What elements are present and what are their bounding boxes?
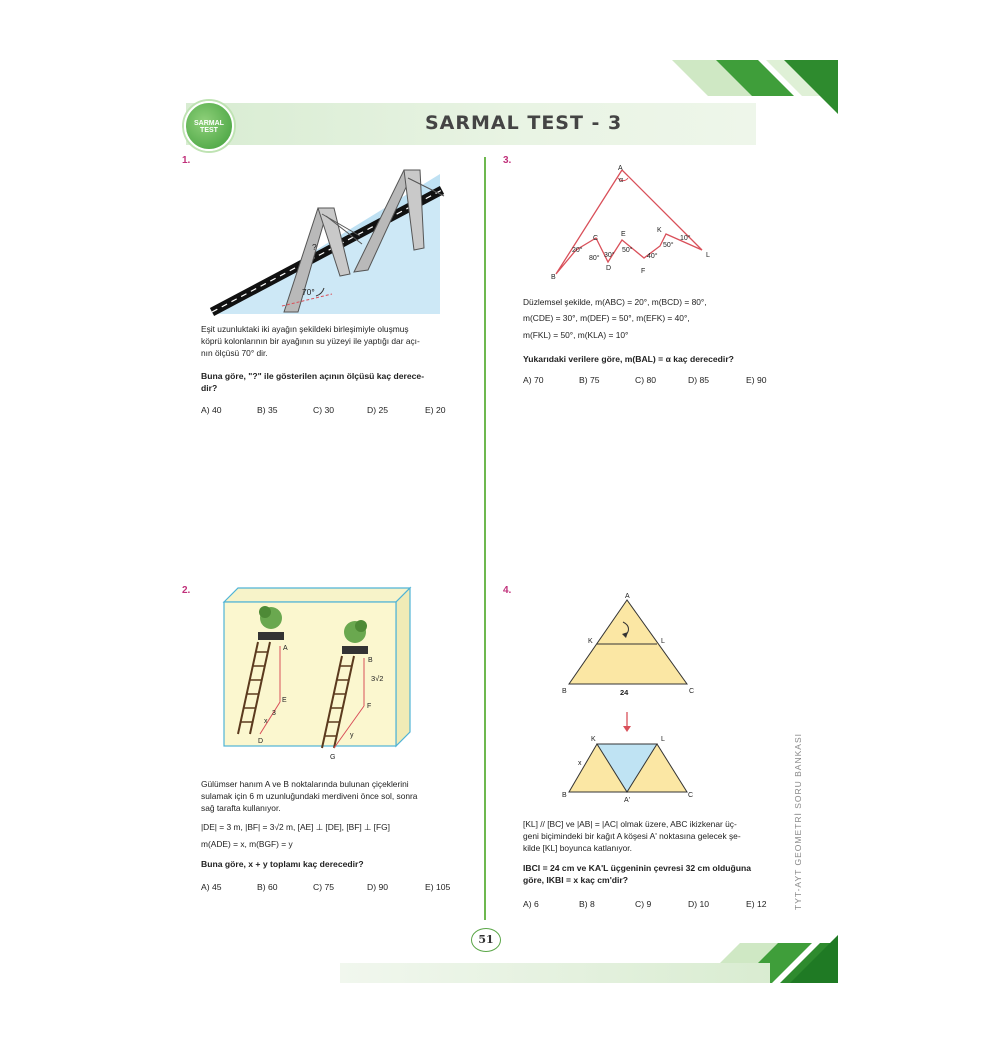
q4-label-K2: K — [591, 736, 596, 743]
q4-choices — [523, 899, 767, 909]
q2-text-line-2: sulamak için 6 m uzunluğundaki merdiveni önce sol, sonra — [201, 791, 418, 801]
q2-choice-c[interactable]: C) 75 — [313, 882, 335, 892]
q3-label-D: D — [606, 265, 612, 272]
page-number: 51 — [471, 928, 501, 952]
q3-angle-50a: 50° — [622, 247, 633, 254]
q4-choice-a[interactable]: A) 6 — [523, 899, 539, 909]
q2-label-A: A — [283, 645, 288, 652]
q2-label-x: x — [264, 718, 268, 725]
q3-label-F: F — [641, 268, 646, 275]
q3-ask-line-1: Yukarıdaki verilere göre, m(BAL) = α kaç derecedir? — [523, 354, 734, 364]
q3-choice-d[interactable]: D) 85 — [688, 375, 710, 385]
q2-ask-line-1: Buna göre, x + y toplamı kaç derecedir? — [201, 859, 364, 869]
q4-choice-b[interactable]: B) 8 — [579, 899, 595, 909]
q4-label-L: L — [661, 638, 665, 645]
page-title: SARMAL TEST - 3 — [425, 112, 623, 134]
q3-text-line-2: m(CDE) = 30°, m(DEF) = 50°, m(EFK) = 40°, — [523, 313, 690, 323]
q4-choice-d[interactable]: D) 10 — [688, 899, 710, 909]
q4-label-B: B — [562, 688, 567, 695]
q3-text-line-3: m(FKL) = 50°, m(KLA) = 10° — [523, 330, 629, 340]
q4-text-line-3: kilde [KL] boyunca katlanıyor. — [523, 843, 632, 853]
q4-choice-c[interactable]: C) 9 — [635, 899, 652, 909]
q3-polygon-figure — [552, 162, 752, 282]
q3-angle-20: 20° — [572, 247, 583, 254]
q2-choice-e[interactable]: E) 105 — [425, 882, 451, 892]
q3-label-alpha: α — [619, 177, 624, 184]
q1-text-line-3: nın ölçüsü 70° dir. — [201, 348, 268, 358]
q2-text-line-3: sağ tarafta kullanıyor. — [201, 803, 281, 813]
q1-number: 1. — [182, 155, 191, 166]
q3-label-E: E — [621, 231, 626, 238]
q3-choices — [523, 375, 767, 385]
q1-bridge-figure — [212, 166, 452, 316]
q4-choice-e[interactable]: E) 12 — [746, 899, 767, 909]
q4-label-C: C — [689, 688, 695, 695]
q2-label-D: D — [258, 738, 264, 745]
q2-ladder-figure — [224, 586, 424, 766]
q2-choice-b[interactable]: B) 60 — [257, 882, 278, 892]
bottom-band — [340, 963, 770, 983]
q3-number: 3. — [503, 155, 512, 166]
q1-ask-line-1: Buna göre, "?" ile gösterilen açının ölçüsü kaç derece- — [201, 371, 425, 381]
q2-label-E: E — [282, 697, 287, 704]
q3-choice-b[interactable]: B) 75 — [579, 375, 600, 385]
q3-angle-50b: 50° — [663, 242, 674, 249]
q3-choice-c[interactable]: C) 80 — [635, 375, 657, 385]
q3-label-L: L — [706, 252, 710, 259]
q3-choice-e[interactable]: E) 90 — [746, 375, 767, 385]
q1-choice-b[interactable]: B) 35 — [257, 405, 278, 415]
q3-choice-a[interactable]: A) 70 — [523, 375, 544, 385]
q3-text-line-1: Düzlemsel şekilde, m(ABC) = 20°, m(BCD) = 80°, — [523, 297, 707, 307]
q4-label-C2: C — [688, 792, 694, 799]
q2-label-G: G — [330, 754, 336, 761]
q2-label-F: F — [367, 703, 372, 710]
q2-label-three: 3 — [272, 710, 276, 717]
q3-angle-80: 80° — [589, 255, 600, 262]
q1-choice-e[interactable]: E) 20 — [425, 405, 446, 415]
q4-ask-line-2: göre, IKBI = x kaç cm'dir? — [523, 875, 628, 885]
q2-label-root: 3√2 — [371, 674, 384, 683]
q4-text-line-2: geni biçimindeki bir kağıt A köşesi A' noktasına gelecek şe- — [523, 831, 741, 841]
logo — [184, 101, 234, 151]
q2-label-y: y — [350, 732, 354, 739]
column-divider — [484, 157, 486, 920]
q3-label-C: C — [593, 235, 599, 242]
q2-text-line-5: m(ADE) = x, m(BGF) = y — [201, 839, 293, 849]
q4-label-A: A — [625, 593, 630, 600]
q3-angle-30: 30° — [604, 252, 615, 259]
q1-question-mark-label: ? — [312, 242, 317, 252]
q2-text-line-1: Gülümser hanım A ve B noktalarında bulunan çiçeklerini — [201, 779, 409, 789]
q4-label-K: K — [588, 638, 593, 645]
q2-label-B: B — [368, 657, 373, 664]
q4-label-L2: L — [661, 736, 665, 743]
q1-ask-line-2: dir? — [201, 383, 218, 393]
q4-number: 4. — [503, 585, 512, 596]
logo-text: SARMAL TEST — [194, 120, 224, 134]
q4-text-line-1: [KL] // [BC] ve |AB| = |AC| olmak üzere, ABC ikizkenar üç- — [523, 819, 737, 829]
q2-text-line-4: |DE| = 3 m, |BF| = 3√2 m, [AE] ⊥ [DE], [BF] ⊥ [FG] — [201, 822, 390, 832]
q1-choice-d[interactable]: D) 25 — [367, 405, 389, 415]
q3-angle-10: 10° — [680, 235, 691, 242]
q3-label-K: K — [657, 227, 662, 234]
q3-label-A: A — [618, 165, 623, 172]
q3-label-B: B — [551, 274, 556, 281]
q3-angle-40: 40° — [647, 253, 658, 260]
q2-choice-d[interactable]: D) 90 — [367, 882, 389, 892]
q2-number: 2. — [182, 585, 191, 596]
q4-triangle-figure — [565, 596, 705, 806]
q4-label-base: 24 — [620, 688, 629, 697]
q1-text-line-2: köprü kolonlarının bir ayağının su yüzeyi ile yaptığı dar açı- — [201, 336, 420, 346]
q1-choices — [201, 405, 446, 415]
q2-choices — [201, 882, 450, 892]
q2-choice-a[interactable]: A) 45 — [201, 882, 222, 892]
q4-label-A2: A' — [624, 797, 631, 804]
q4-label-x: x — [578, 760, 582, 767]
side-label: TYT-AYT GEOMETRİ SORU BANKASI — [793, 733, 803, 910]
q1-angle-label: 70° — [302, 287, 315, 297]
q4-label-B2: B — [562, 792, 567, 799]
q1-text-line-1: Eşit uzunluktaki iki ayağın şekildeki birleşimiyle oluşmuş — [201, 324, 409, 334]
q1-choice-c[interactable]: C) 30 — [313, 405, 335, 415]
q1-choice-a[interactable]: A) 40 — [201, 405, 222, 415]
q4-ask-line-1: IBCI = 24 cm ve KA'L üçgeninin çevresi 32 cm olduğuna — [523, 863, 752, 873]
